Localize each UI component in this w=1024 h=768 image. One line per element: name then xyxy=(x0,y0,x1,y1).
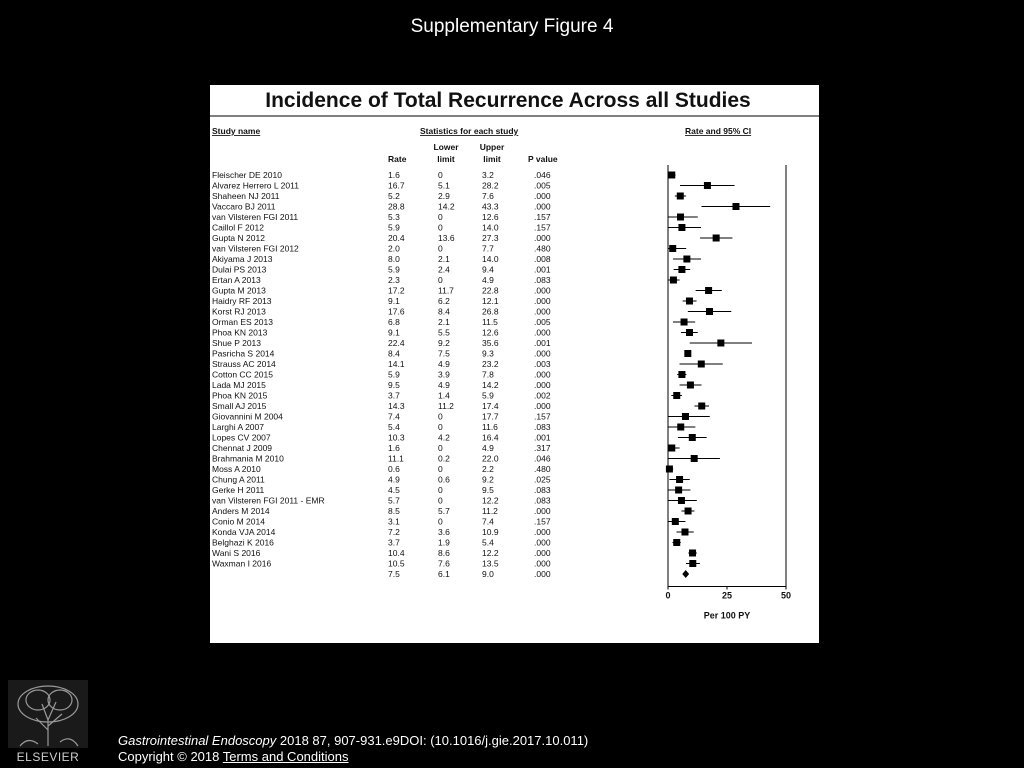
study-rate: 1.6 xyxy=(388,443,400,453)
study-rate: 17.2 xyxy=(388,285,405,296)
study-name: Anders M 2014 xyxy=(212,506,270,516)
study-p-value: .046 xyxy=(534,170,551,180)
study-p-value: .157 xyxy=(534,212,551,222)
study-upper-limit: 9.2 xyxy=(482,474,494,485)
study-upper-limit: 11.2 xyxy=(482,506,498,516)
study-name: Konda VJA 2014 xyxy=(212,527,276,537)
study-lower-limit: 0 xyxy=(438,422,443,432)
x-tick-label: 0 xyxy=(665,590,671,601)
study-p-value: .003 xyxy=(534,359,551,369)
rate-marker xyxy=(666,466,673,473)
study-name: Orman ES 2013 xyxy=(212,317,273,327)
rate-marker xyxy=(698,403,705,410)
header-lower-2: limit xyxy=(437,154,455,164)
study-upper-limit: 5.4 xyxy=(482,537,494,548)
pooled-p-value: .000 xyxy=(534,569,551,579)
slide-title: Supplementary Figure 4 xyxy=(410,16,614,37)
rate-marker xyxy=(678,497,685,504)
study-name: Brahmania M 2010 xyxy=(212,453,284,464)
study-name: Lopes CV 2007 xyxy=(212,432,271,443)
study-rate: 5.2 xyxy=(388,191,400,201)
study-upper-limit: 10.9 xyxy=(482,527,499,537)
study-lower-limit: 5.1 xyxy=(438,180,450,191)
x-tick-label: 50 xyxy=(780,590,792,601)
study-name: Gerke H 2011 xyxy=(212,485,265,495)
study-upper-limit: 7.6 xyxy=(482,191,494,201)
study-p-value: .083 xyxy=(534,485,551,495)
pooled-upper-limit: 9.0 xyxy=(482,569,494,579)
study-lower-limit: 4.2 xyxy=(438,432,450,443)
study-rows xyxy=(212,170,551,579)
rate-marker xyxy=(678,371,685,378)
study-rate: 0.6 xyxy=(388,464,400,474)
study-upper-limit: 35.6 xyxy=(482,338,499,348)
rate-marker xyxy=(732,203,739,210)
study-p-value: .000 xyxy=(534,369,551,380)
study-rate: 3.7 xyxy=(388,390,400,401)
study-p-value: .000 xyxy=(534,401,551,411)
study-name: Wani S 2016 xyxy=(212,548,261,558)
copyright-line xyxy=(118,749,348,764)
study-rate: 14.1 xyxy=(388,359,405,369)
study-name: Alvarez Herrero L 2011 xyxy=(212,180,299,191)
study-p-value: .001 xyxy=(534,264,551,275)
study-rate: 3.1 xyxy=(388,516,400,527)
rate-marker xyxy=(689,550,696,557)
study-name: Conio M 2014 xyxy=(212,516,265,527)
study-lower-limit: 3.9 xyxy=(438,369,450,380)
study-upper-limit: 12.6 xyxy=(482,212,499,222)
pooled-lower-limit: 6.1 xyxy=(438,569,450,579)
study-lower-limit: 0 xyxy=(438,485,443,495)
study-lower-limit: 0 xyxy=(438,464,443,474)
study-upper-limit: 14.0 xyxy=(482,222,499,233)
study-name: Waxman I 2016 xyxy=(212,558,272,569)
study-name: Shaheen NJ 2011 xyxy=(212,191,280,201)
study-rate: 2.0 xyxy=(388,243,400,254)
terms-link[interactable]: Terms and Conditions xyxy=(222,749,349,764)
study-p-value: .157 xyxy=(534,516,551,527)
study-name: van Vilsteren FGI 2012 xyxy=(212,243,299,254)
study-upper-limit: 12.2 xyxy=(482,495,499,506)
study-p-value: .000 xyxy=(534,380,551,390)
study-p-value: .005 xyxy=(534,180,551,191)
journal-name: Gastrointestinal Endoscopy xyxy=(118,733,277,748)
study-upper-limit: 2.2 xyxy=(482,464,494,474)
study-rate: 8.4 xyxy=(388,348,400,359)
rate-marker xyxy=(668,445,675,452)
ci-plot-area xyxy=(665,165,791,621)
study-lower-limit: 13.6 xyxy=(438,233,455,243)
study-name: Chennat J 2009 xyxy=(212,443,273,453)
study-lower-limit: 0 xyxy=(438,212,443,222)
study-lower-limit: 14.2 xyxy=(438,201,455,212)
study-name: Giovannini M 2004 xyxy=(212,411,283,422)
study-upper-limit: 3.2 xyxy=(482,170,494,180)
study-rate: 9.1 xyxy=(388,327,400,338)
study-lower-limit: 0 xyxy=(438,170,443,180)
study-upper-limit: 17.4 xyxy=(482,401,499,411)
study-name: Haidry RF 2013 xyxy=(212,296,272,306)
study-upper-limit: 26.8 xyxy=(482,306,499,317)
study-rate: 8.5 xyxy=(388,506,400,516)
rate-marker xyxy=(676,476,683,483)
study-lower-limit: 0 xyxy=(438,411,443,422)
rate-marker xyxy=(678,224,685,231)
study-lower-limit: 2.1 xyxy=(438,317,450,327)
study-p-value: .157 xyxy=(534,411,551,422)
header-rate-ci: Rate and 95% CI xyxy=(685,126,752,136)
rate-marker xyxy=(675,487,682,494)
study-rate: 17.6 xyxy=(388,306,405,317)
study-name: Larghi A 2007 xyxy=(212,422,264,432)
study-upper-limit: 9.5 xyxy=(482,485,494,495)
study-upper-limit: 12.1 xyxy=(482,296,499,306)
study-p-value: .000 xyxy=(534,548,551,558)
study-name: Ertan A 2013 xyxy=(212,275,261,285)
study-upper-limit: 17.7 xyxy=(482,411,499,422)
study-rate: 5.9 xyxy=(388,369,400,380)
rate-marker xyxy=(677,214,684,221)
study-p-value: .480 xyxy=(534,464,551,474)
rate-marker xyxy=(677,193,684,200)
header-lower-1: Lower xyxy=(433,142,459,152)
study-rate: 28.8 xyxy=(388,201,405,212)
header-upper-2: limit xyxy=(483,154,501,164)
study-upper-limit: 28.2 xyxy=(482,180,499,191)
rate-marker xyxy=(673,539,680,546)
rate-marker xyxy=(705,287,712,294)
study-upper-limit: 16.4 xyxy=(482,432,499,443)
x-axis-label: Per 100 PY xyxy=(703,610,751,621)
study-upper-limit: 11.5 xyxy=(482,317,498,327)
study-p-value: .083 xyxy=(534,275,551,285)
citation-details: 2018 87, 907-931.e9DOI: (10.1016/j.gie.2017.10.011) xyxy=(276,733,589,748)
study-name: Belghazi K 2016 xyxy=(212,537,274,548)
study-rate: 4.5 xyxy=(388,485,400,495)
study-name: Strauss AC 2014 xyxy=(212,359,276,369)
rate-marker xyxy=(677,424,684,431)
header-statistics: Statistics for each study xyxy=(420,126,519,136)
rate-marker xyxy=(713,235,720,242)
rate-marker xyxy=(706,308,713,315)
rate-marker xyxy=(670,277,677,284)
study-name: Dulai PS 2013 xyxy=(212,264,267,275)
study-lower-limit: 0.6 xyxy=(438,474,450,485)
header-rate: Rate xyxy=(388,154,407,164)
study-rate: 4.9 xyxy=(388,474,400,485)
study-lower-limit: 0 xyxy=(438,222,443,233)
study-upper-limit: 7.7 xyxy=(482,243,494,254)
study-lower-limit: 9.2 xyxy=(438,338,450,348)
rate-marker xyxy=(689,434,696,441)
study-name: Vaccaro BJ 2011 xyxy=(212,201,276,212)
study-lower-limit: 1.9 xyxy=(438,537,450,548)
rate-marker xyxy=(681,319,688,326)
rate-marker xyxy=(685,508,692,515)
study-upper-limit: 4.9 xyxy=(482,443,494,453)
study-rate: 5.9 xyxy=(388,222,400,233)
study-rate: 14.3 xyxy=(388,401,405,411)
study-lower-limit: 0 xyxy=(438,275,443,285)
study-upper-limit: 14.2 xyxy=(482,380,499,390)
study-upper-limit: 23.2 xyxy=(482,359,499,369)
study-upper-limit: 43.3 xyxy=(482,201,499,212)
rate-marker xyxy=(686,329,693,336)
study-name: Fleischer DE 2010 xyxy=(212,170,282,180)
study-name: Lada MJ 2015 xyxy=(212,380,266,390)
rate-marker xyxy=(683,256,690,263)
study-rate: 22.4 xyxy=(388,338,405,348)
study-p-value: .000 xyxy=(534,537,551,548)
rate-marker xyxy=(673,392,680,399)
study-lower-limit: 1.4 xyxy=(438,390,450,401)
study-rate: 20.4 xyxy=(388,233,405,243)
rate-marker xyxy=(698,361,705,368)
study-p-value: .000 xyxy=(534,296,551,306)
study-p-value: .317 xyxy=(534,443,551,453)
x-tick-label: 25 xyxy=(721,590,733,601)
header-p-value: P value xyxy=(528,154,558,164)
study-lower-limit: 6.2 xyxy=(438,296,450,306)
study-name: van Vilsteren FGI 2011 - EMR xyxy=(212,495,325,506)
study-rate: 5.3 xyxy=(388,212,400,222)
study-p-value: .000 xyxy=(534,348,551,359)
study-name: Shue P 2013 xyxy=(212,338,261,348)
study-name: Small AJ 2015 xyxy=(212,401,267,411)
study-p-value: .000 xyxy=(534,191,551,201)
study-p-value: .000 xyxy=(534,233,551,243)
study-rate: 10.3 xyxy=(388,432,405,443)
study-p-value: .000 xyxy=(534,506,551,516)
study-p-value: .046 xyxy=(534,453,551,464)
rate-marker xyxy=(681,529,688,536)
study-name: Gupta M 2013 xyxy=(212,285,266,296)
study-rate: 5.7 xyxy=(388,495,400,506)
study-rate: 3.7 xyxy=(388,537,400,548)
study-rate: 1.6 xyxy=(388,170,400,180)
study-upper-limit: 9.4 xyxy=(482,264,494,275)
study-lower-limit: 2.4 xyxy=(438,264,450,275)
study-rate: 6.8 xyxy=(388,317,400,327)
study-rate: 16.7 xyxy=(388,180,405,191)
study-upper-limit: 5.9 xyxy=(482,390,494,401)
study-rate: 5.4 xyxy=(388,422,400,432)
study-lower-limit: 5.7 xyxy=(438,506,450,516)
study-name: Moss A 2010 xyxy=(212,464,261,474)
study-p-value: .001 xyxy=(534,432,551,443)
study-lower-limit: 8.4 xyxy=(438,306,450,317)
study-lower-limit: 7.6 xyxy=(438,558,450,569)
rate-marker xyxy=(691,455,698,462)
study-upper-limit: 22.8 xyxy=(482,285,499,296)
study-p-value: .480 xyxy=(534,243,551,254)
study-rate: 8.0 xyxy=(388,254,400,264)
rate-marker xyxy=(704,182,711,189)
study-p-value: .083 xyxy=(534,495,551,506)
study-rate: 7.2 xyxy=(388,527,400,537)
elsevier-logo xyxy=(8,680,88,764)
study-upper-limit: 11.6 xyxy=(482,422,498,432)
study-name: Phoa KN 2013 xyxy=(212,327,268,338)
publisher-name: ELSEVIER xyxy=(16,750,80,764)
study-name: Korst RJ 2013 xyxy=(212,306,266,317)
forest-plot xyxy=(210,85,819,643)
study-p-value: .000 xyxy=(534,558,551,569)
study-upper-limit: 14.0 xyxy=(482,254,499,264)
citation xyxy=(118,733,588,748)
rate-marker xyxy=(687,382,694,389)
study-upper-limit: 13.5 xyxy=(482,558,499,569)
figure-heading: Incidence of Total Recurrence Across all Studies xyxy=(265,89,751,112)
study-rate: 11.1 xyxy=(388,453,404,464)
study-upper-limit: 22.0 xyxy=(482,453,499,464)
study-lower-limit: 7.5 xyxy=(438,348,450,359)
study-rate: 2.3 xyxy=(388,275,400,285)
study-p-value: .008 xyxy=(534,254,551,264)
rate-marker xyxy=(717,340,724,347)
rate-marker xyxy=(668,172,675,179)
study-lower-limit: 0 xyxy=(438,516,443,527)
rate-marker xyxy=(686,298,693,305)
study-p-value: .083 xyxy=(534,422,551,432)
study-lower-limit: 4.9 xyxy=(438,380,450,390)
study-p-value: .000 xyxy=(534,285,551,296)
study-upper-limit: 9.3 xyxy=(482,348,494,359)
study-p-value: .000 xyxy=(534,327,551,338)
study-name: Chung A 2011 xyxy=(212,474,265,485)
study-lower-limit: 5.5 xyxy=(438,327,450,338)
study-p-value: .025 xyxy=(534,474,551,485)
rate-marker xyxy=(684,350,691,357)
study-rate: 9.5 xyxy=(388,380,400,390)
study-p-value: .000 xyxy=(534,201,551,212)
study-rate: 7.4 xyxy=(388,411,400,422)
study-p-value: .001 xyxy=(534,338,551,348)
study-rate: 10.5 xyxy=(388,558,405,569)
study-name: Cotton CC 2015 xyxy=(212,369,273,380)
rate-marker xyxy=(682,413,689,420)
study-name: van Vilsteren FGI 2011 xyxy=(212,212,299,222)
study-upper-limit: 7.8 xyxy=(482,369,494,380)
study-p-value: .000 xyxy=(534,527,551,537)
study-name: Caillol F 2012 xyxy=(212,222,264,233)
study-name: Gupta N 2012 xyxy=(212,233,265,243)
rate-marker xyxy=(672,518,679,525)
study-lower-limit: 0 xyxy=(438,243,443,254)
study-p-value: .002 xyxy=(534,390,551,401)
pooled-diamond xyxy=(682,570,689,578)
study-lower-limit: 3.6 xyxy=(438,527,450,537)
study-name: Pasricha S 2014 xyxy=(212,348,275,359)
study-p-value: .000 xyxy=(534,306,551,317)
study-rate: 9.1 xyxy=(388,296,400,306)
study-lower-limit: 2.1 xyxy=(438,254,450,264)
study-upper-limit: 27.3 xyxy=(482,233,499,243)
study-lower-limit: 4.9 xyxy=(438,359,450,369)
study-lower-limit: 0 xyxy=(438,495,443,506)
rate-marker xyxy=(669,245,676,252)
header-study-name: Study name xyxy=(212,126,261,136)
study-lower-limit: 11.7 xyxy=(438,285,454,296)
study-name: Akiyama J 2013 xyxy=(212,254,273,264)
study-lower-limit: 2.9 xyxy=(438,191,450,201)
study-upper-limit: 4.9 xyxy=(482,275,494,285)
study-upper-limit: 7.4 xyxy=(482,516,494,527)
study-rate: 5.9 xyxy=(388,264,400,275)
rate-marker xyxy=(678,266,685,273)
study-upper-limit: 12.2 xyxy=(482,548,499,558)
study-upper-limit: 12.6 xyxy=(482,327,499,338)
study-lower-limit: 0.2 xyxy=(438,453,450,464)
study-lower-limit: 0 xyxy=(438,443,443,453)
rate-marker xyxy=(689,560,696,567)
study-name: Phoa KN 2015 xyxy=(212,390,268,401)
study-p-value: .005 xyxy=(534,317,551,327)
header-upper-1: Upper xyxy=(479,142,505,152)
figure-panel xyxy=(210,85,819,643)
copyright-text: Copyright © 2018 xyxy=(118,749,223,764)
study-p-value: .157 xyxy=(534,222,551,233)
study-lower-limit: 8.6 xyxy=(438,548,450,558)
pooled-rate: 7.5 xyxy=(388,569,400,579)
study-rate: 10.4 xyxy=(388,548,405,558)
study-lower-limit: 11.2 xyxy=(438,401,454,411)
